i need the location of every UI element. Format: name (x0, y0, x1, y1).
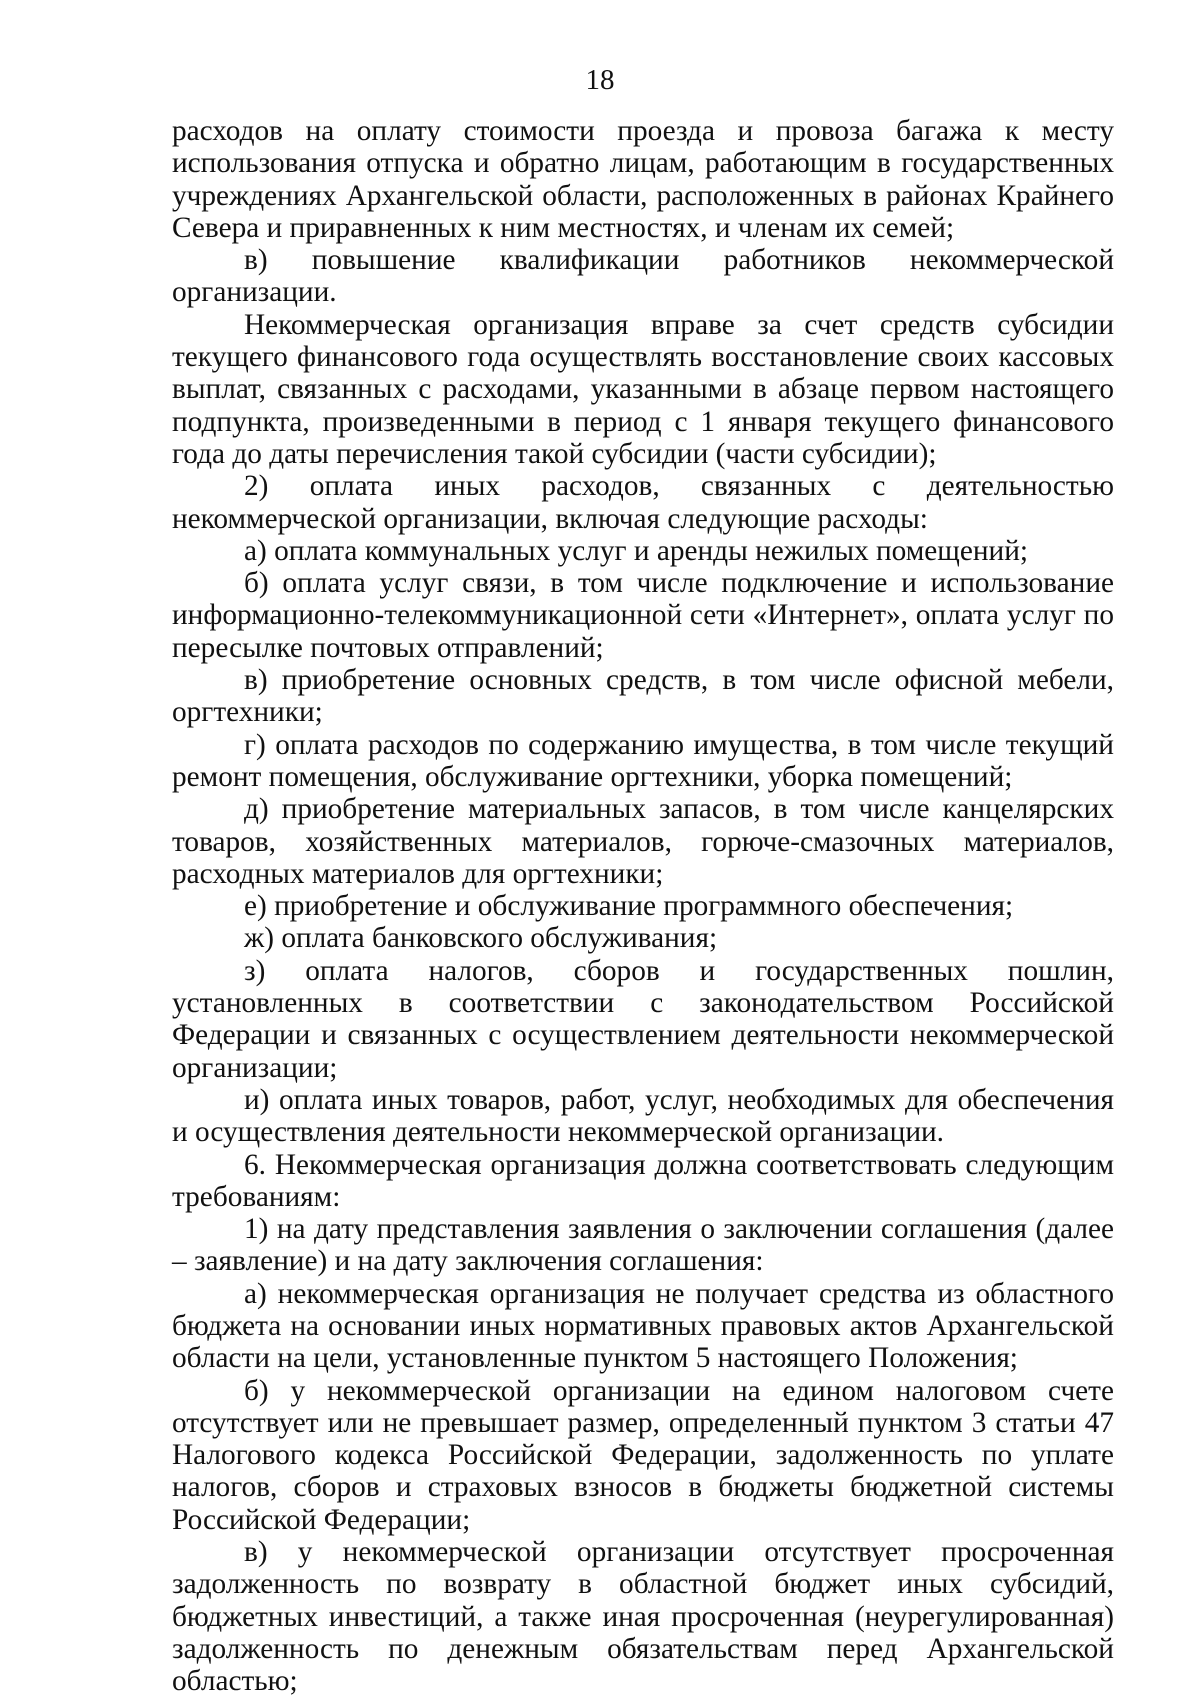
paragraph: расходов на оплату стоимости проезда и провоза багажа к месту использования отпуска и обратно лицам, работающим в государственных учреждениях Архангельской области, расположенных в районах Крайнего Севера и приравненных к ним местностях, и членам их семей; (172, 115, 1114, 244)
page-number: 18 (585, 64, 615, 96)
paragraph: а) некоммерческая организация не получает средства из областного бюджета на основании иных нормативных правовых актов Архангельской области на цели, установленные пунктом 5 настоящего Положения; (172, 1277, 1114, 1375)
paragraph: Некоммерческая организация вправе за счет средств субсидии текущего финансового года осуществлять восстановление своих кассовых выплат, связанных с расходами, указанными в абзаце первом настоящего подпункта, произведенными в период с 1 января текущего финансового года до даты перечисления такой субсидии (части субсидии); (172, 308, 1114, 470)
paragraph: а) оплата коммунальных услуг и аренды нежилых помещений; (244, 534, 1029, 567)
paragraph: 2) оплата иных расходов, связанных с деятельностью некоммерческой организации, включая следующие расходы: (172, 470, 1114, 535)
paragraph: е) приобретение и обслуживание программного обеспечения; (244, 890, 1014, 923)
paragraph: в) у некоммерческой организации отсутствует просроченная задолженность по возврату в областной бюджет иных субсидий, бюджетных инвестиций, а также иная просроченная (неурегулированная) задолженность по денежным обязательствам перед Архангельской областью; (172, 1536, 1114, 1698)
paragraph: и) оплата иных товаров, работ, услуг, необходимых для обеспечения и осуществления деятельности некоммерческой организации. (172, 1083, 1114, 1149)
paragraph: д) приобретение материальных запасов, в том числе канцелярских товаров, хозяйственных материалов, горюче-смазочных материалов, расходных материалов для оргтехники; (172, 793, 1114, 890)
paragraph: 6. Некоммерческая организация должна соответствовать следующим требованиям: (172, 1148, 1114, 1213)
paragraph: з) оплата налогов, сборов и государственных пошлин, установленных в соответствии с законодательством Российской Федерации и связанных с осуществлением деятельности некоммерческой организации; (172, 954, 1114, 1084)
document-body (172, 115, 1114, 1698)
paragraph: в) приобретение основных средств, в том числе офисной мебели, оргтехники; (172, 664, 1114, 729)
paragraph: 1) на дату представления заявления о заключении соглашения (далее – заявление) и на дату заключения соглашения: (172, 1213, 1114, 1278)
paragraph: б) у некоммерческой организации на едином налоговом счете отсутствует или не превышает размер, определенный пунктом 3 статьи 47 Налогового кодекса Российской Федерации, задолженность по уплате налогов, сборов и страховых взносов в бюджеты бюджетной системы Российской Федерации; (172, 1374, 1114, 1536)
paragraph: в) повышение квалификации работников некоммерческой организации. (172, 244, 1114, 309)
paragraph: ж) оплата банковского обслуживания; (244, 922, 718, 955)
paragraph: г) оплата расходов по содержанию имущества, в том числе текущий ремонт помещения, обслуживание оргтехники, уборка помещений; (172, 728, 1114, 793)
paragraph: б) оплата услуг связи, в том числе подключение и использование информационно-телекоммуникационной сети «Интернет», оплата услуг по пересылке почтовых отправлений; (172, 567, 1114, 664)
